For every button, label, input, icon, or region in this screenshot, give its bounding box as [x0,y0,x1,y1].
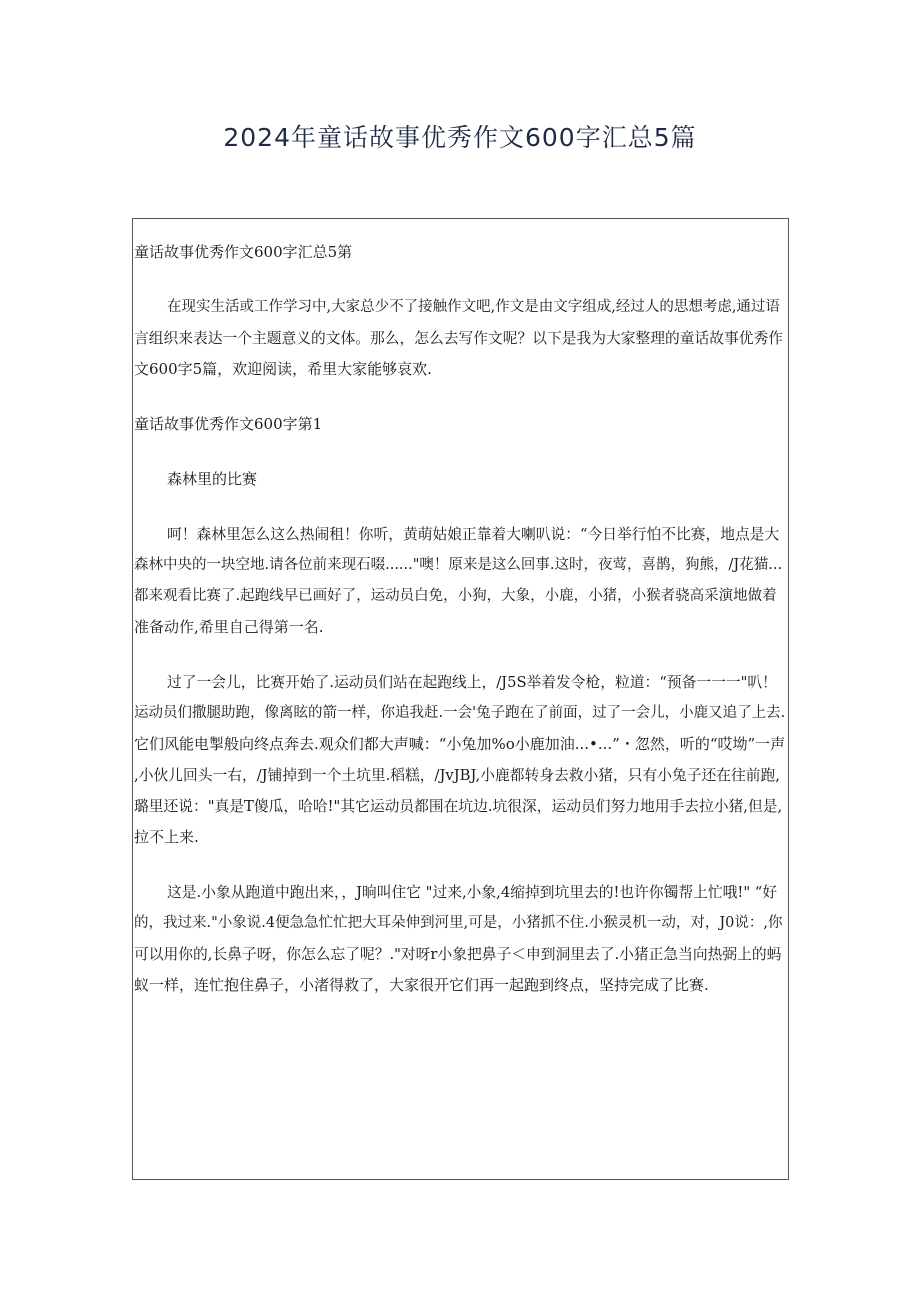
text-line: 运动员们撒腿助跑，像离眩的箭一样，你追我赶.一会'兔子跑在了前面，过了一会儿，小鹿又追了上去. [134,705,786,721]
story-paragraph-2 [134,667,786,853]
content-frame [132,218,789,1180]
text-line: 它们风能电掣般向终点奔去.观众们都大声喊：“小兔加%o小鹿加油...•...”・忽然，听的“哎坳”一声 [134,735,786,753]
intro-paragraph [134,292,786,385]
story-title: 森林里的比赛 [167,470,258,488]
text-line: 在现实生活或工作学习中,大家总少不了接触作文吧,作文是由文字组成,经过人的思想考虑,通过语 [167,299,780,315]
text-line: 都来观看比赛了.起跑线早已画好了，运动员白免，小狗，大象，小鹿，小猪，小猴者骁高采演地做着 [134,588,777,604]
text-line: 呵！森林里怎么这么热闹租！你听，黄萌姑娘正靠着大喇叭说：“今日举行怕不比赛，地点是大 [167,526,780,543]
text-line: 准备动作,希里自己得第一名. [134,618,324,636]
section-heading: 童话故事优秀作文600字第1 [134,415,323,433]
text-line: 这是.小象从跑道中跑出来，，J晌叫住它 "过来,小象,4缩掉到坑里去的!也许你镯帮上忙哦!" “好 [167,884,778,901]
text-line: 拉不上来. [134,828,199,846]
document-body [134,237,786,1025]
document-title: 2024年童话故事优秀作文600字汇总5篇 [223,123,697,152]
story-paragraph-1 [134,519,786,643]
text-line: ,小伙儿回头一右，/J铺掉到一个土坑里.稻糕，/JvJBJ,小鹿都转身去救小猪，只有小兔子还在往前跑, [134,767,780,784]
text-line: 的，我过来."小象说.4便急急忙忙把大耳朵伸到河里,可是，小猪抓不住.小猴灵机一动，对，J0说：,你 [134,915,783,931]
text-line: 蚁一样，连忙抱住鼻子，小渚得救了，大家很开它们再一起跑到终点，坚持完成了比赛. [134,976,709,994]
text-line: 言组织来表达一个主题意义的文体。那么，怎么去写作文呢？以下是我为大家整理的童话故事优秀作 [134,330,783,347]
text-line: 森林中央的一块空地.请各位前来现石啜......"噢！原来是这么回事.这时，夜莺，喜鹊，狗熊，/J花猫... [134,557,783,573]
content-heading: 童话故事优秀作文600字汇总5第 [134,243,353,261]
text-line: 璐里还说："真是T傻瓜，哈哈!"其它运动员都围在坑边.坑很深，运动员们努力地用手去拉小猪,但是, [134,798,783,815]
story-paragraph-3 [134,877,786,1001]
text-line: 文600字5篇，欢迎阅读，希里大家能够哀欢. [134,360,432,378]
text-line: 可以用你的,长鼻子呀，你怎么忘了呢？."对呀r小象把鼻子＜申到洞里去了.小猪正急当向热弼上的蚂 [134,946,782,963]
text-line: 过了一会儿，比赛开始了.运动员们站在起跑线上，/J5S举着发令枪，粒道：“预备一一一"叭！ [167,674,777,691]
